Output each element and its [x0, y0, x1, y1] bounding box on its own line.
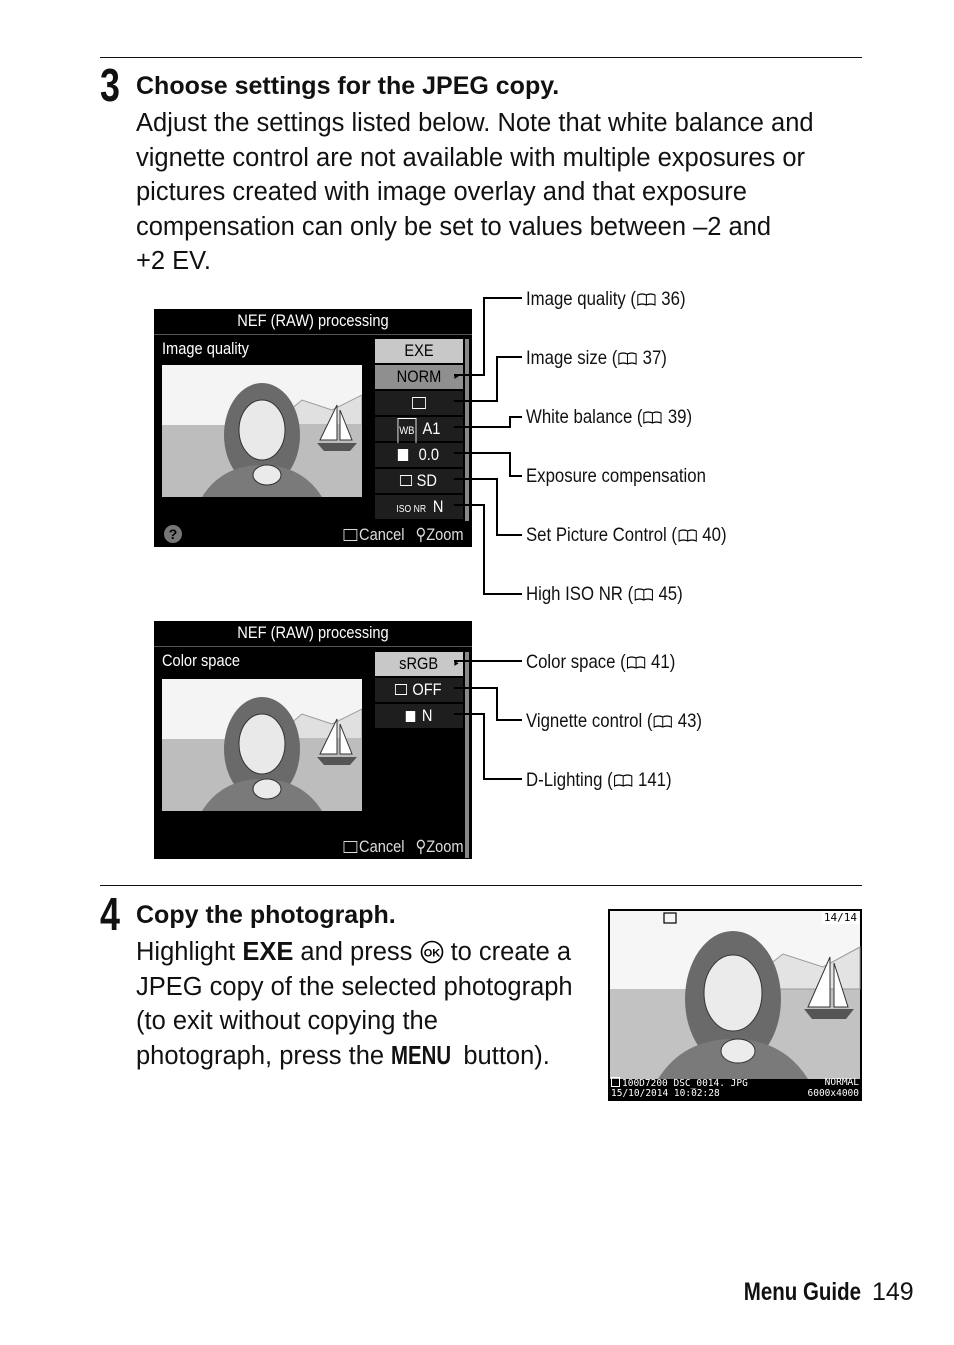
preview-photo [608, 909, 862, 1101]
step4-title: Copy the photograph. [136, 901, 396, 929]
step3-line-3: pictures created with image overlay and that exposure [136, 178, 747, 207]
screen2-subtitle: Color space [162, 651, 241, 670]
high-iso-nr-option[interactable]: ISO NR N [375, 495, 463, 519]
image-quality-option[interactable]: EXE [375, 339, 463, 363]
screen1-title: NEF (RAW) processing [237, 311, 389, 330]
iso-nr-icon: ISO NR [396, 504, 426, 515]
book-icon [634, 588, 653, 601]
callout-color-space: Color space ( 41) [526, 651, 676, 673]
step4-number: 4 [100, 888, 120, 940]
picture-control-option[interactable]: SD [375, 469, 463, 493]
step4-line-2: JPEG copy of the selected photograph [136, 972, 573, 1001]
step3-line-4: compensation can only be set to values between –2 and [136, 212, 772, 241]
callout-white-balance: White balance ( 39) [526, 406, 693, 428]
step3-line-2: vignette control are not available with multiple exposures or [136, 143, 806, 172]
callout-set-picture-control: Set Picture Control ( 40) [526, 524, 727, 546]
step3-line-1: Adjust the settings listed below. Note that white balance and [136, 109, 814, 137]
step3-line-5: +2 EV. [136, 247, 211, 276]
vignette-control-option[interactable]: OFF [375, 678, 463, 702]
section-name: Menu Guide [743, 1278, 861, 1306]
callout-image-size: Image size ( 37) [526, 347, 667, 369]
ok-button-icon [420, 940, 444, 964]
protect-icon [611, 1077, 620, 1087]
book-icon [627, 656, 646, 669]
screen2-title: NEF (RAW) processing [237, 623, 389, 642]
step4-body [136, 935, 573, 1073]
screen2-footer: Cancel ⚲Zoom [344, 837, 464, 857]
d-lighting-option[interactable]: N [375, 704, 463, 728]
preview-info-line-2: 15/10/2014 10:02:28 6000x4000 [611, 1088, 859, 1099]
exe-label: EXE [242, 938, 294, 966]
screen1-footer: Cancel ⚲Zoom [344, 525, 464, 545]
image-size-option[interactable]: NORM ▸ [375, 365, 463, 389]
book-icon [678, 529, 697, 542]
step3-title: Choose settings for the JPEG copy. [136, 72, 560, 100]
book-icon [637, 293, 656, 306]
book-icon [618, 352, 637, 365]
exposure-compensation-option[interactable]: 0.0 [375, 443, 463, 467]
step4-line-3: (to exit without copying the [136, 1007, 438, 1036]
jpeg-copy-preview [608, 909, 862, 1101]
callout-d-lighting: D-Lighting ( 141) [526, 769, 672, 791]
wb-icon: WB [398, 418, 417, 444]
book-icon [653, 715, 672, 728]
color-space-option[interactable]: sRGB ▸ [375, 652, 463, 676]
book-icon [614, 774, 633, 787]
step3-number: 3 [100, 59, 120, 111]
svg-text:OK: OK [423, 947, 440, 960]
zoom-icon: ⚲ [415, 837, 427, 856]
callout-image-quality: Image quality ( 36) [526, 288, 686, 310]
page-number: 149 [872, 1278, 914, 1306]
preview-info-line-1: 100D7200 DSC_0014. JPG NORMAL [611, 1077, 859, 1089]
screen1-subtitle: Image quality [162, 339, 249, 358]
white-balance-value-option[interactable]: WB A1 [375, 417, 463, 441]
step4-line-4: photograph, press the MENU button). [136, 1039, 573, 1074]
callout-high-iso-nr: High ISO NR ( 45) [526, 583, 683, 605]
zoom-icon: ⚲ [415, 525, 427, 544]
image-count-badge: 14/14 [823, 911, 857, 924]
callout-vignette-control: Vignette control ( 43) [526, 710, 703, 732]
book-icon [643, 411, 662, 424]
help-icon[interactable]: ? [164, 525, 182, 543]
step4-rule [100, 885, 862, 886]
callout-exposure-compensation: Exposure compensation [526, 465, 706, 487]
menu-button-label: MENU [391, 1041, 452, 1070]
step4-line-1: Highlight EXE and press OK to create a [136, 938, 572, 966]
